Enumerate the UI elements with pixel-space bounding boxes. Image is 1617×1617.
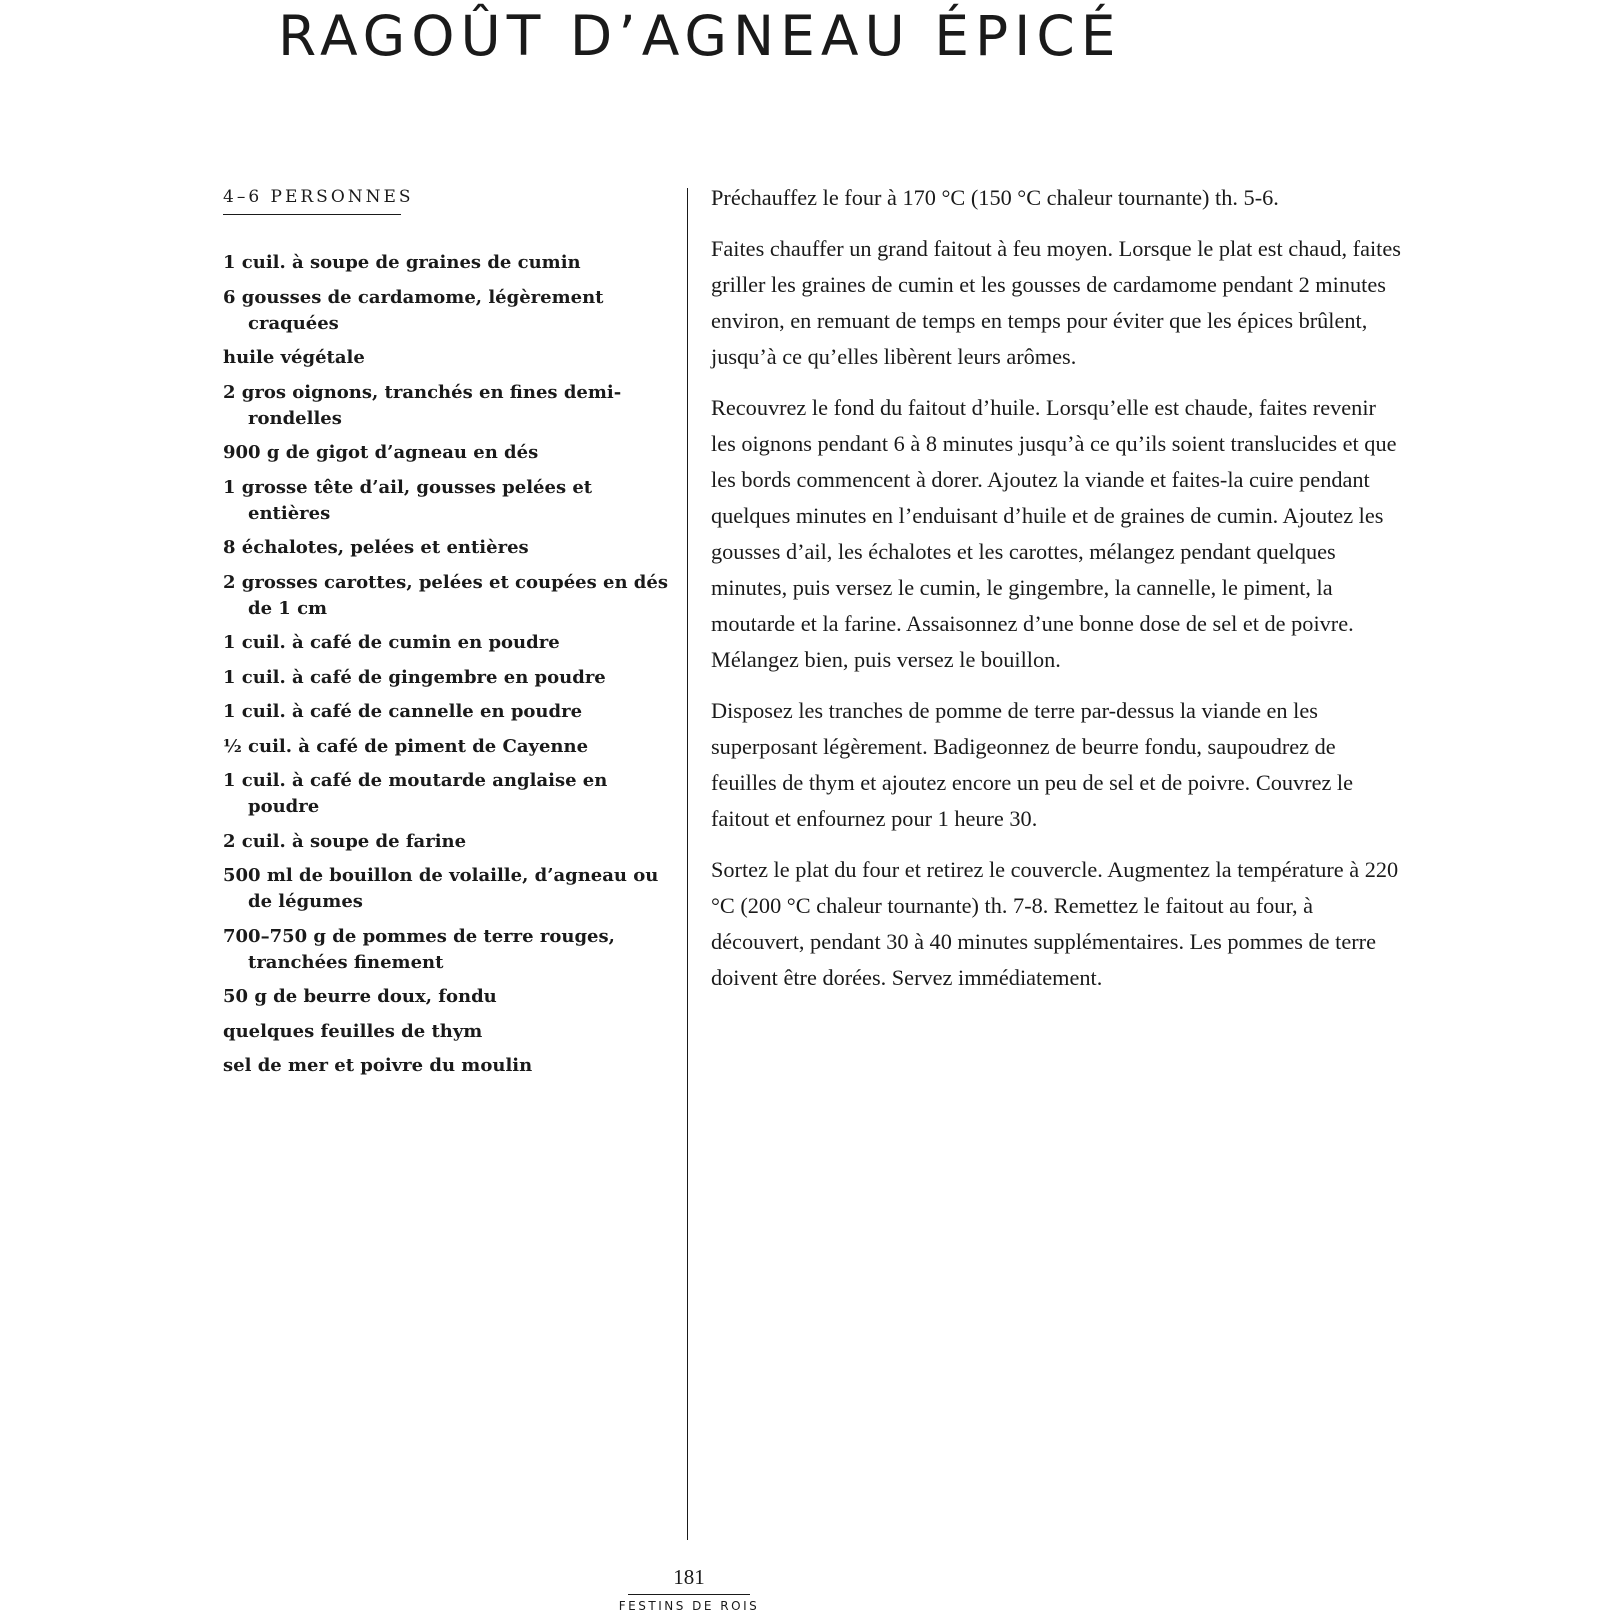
- column-divider: [687, 188, 688, 1540]
- ingredient-item: sel de mer et poivre du moulin: [223, 1055, 533, 1076]
- ingredient-item: 2 gros oignons, tranchés en fines demi-rondelles: [223, 381, 622, 429]
- ingredient-item: 700–750 g de pommes de terre rouges, tranchées finement: [223, 925, 615, 973]
- page-number: 181: [628, 1562, 750, 1595]
- instruction-paragraph: Faites chauffer un grand faitout à feu moyen. Lorsque le plat est chaud, faites griller les graines de cumin et les gousses de cardamome pendant 2 minutes environ, en remuant de temps en temps pour éviter que les épices brûlent, jusqu’à ce qu’elles libèrent leurs arômes.: [711, 236, 1401, 369]
- ingredient-item: 8 échalotes, pelées et entières: [223, 537, 529, 558]
- ingredient-item: 1 cuil. à soupe de graines de cumin: [223, 252, 581, 273]
- ingredient-item: 2 grosses carottes, pelées et coupées en dés de 1 cm: [223, 571, 668, 619]
- ingredient-item: 50 g de beurre doux, fondu: [223, 986, 497, 1007]
- ingredient-item: 6 gousses de cardamome, légèrement craquées: [223, 286, 604, 334]
- instruction-paragraph: Disposez les tranches de pomme de terre par-dessus la viande en les superposant légèrement. Badigeonnez de beurre fondu, saupoudrez de feuilles de thym et ajoutez encore un peu de sel et de poivre. Couvrez le faitout et enfournez pour 1 heure 30.: [711, 698, 1354, 831]
- instruction-paragraph: Recouvrez le fond du faitout d’huile. Lorsqu’elle est chaude, faites revenir les oignons pendant 6 à 8 minutes jusqu’à ce qu’ils soient translucides et que les bords commencent à dorer. Ajoutez la viande et faites-la cuire pendant quelques minutes en l’enduisant d’huile et de graines de cumin. Ajoutez les gousses d’ail, les échalotes et les carottes, mélangez pendant quelques minutes, puis versez le cumin, le gingembre, la cannelle, le piment, la moutarde et la farine. Assaisonnez d’une bonne dose de sel et de poivre. Mélangez bien, puis versez le bouillon.: [711, 395, 1397, 672]
- ingredient-item: 500 ml de bouillon de volaille, d’agneau ou de légumes: [223, 865, 659, 912]
- ingredient-item: 900 g de gigot d’agneau en dés: [223, 442, 539, 463]
- ingredient-list: [223, 250, 673, 1088]
- servings-label: 4–6 PERSONNES: [223, 186, 401, 215]
- instruction-paragraph: Préchauffez le four à 170 °C (150 °C chaleur tournante) th. 5-6.: [711, 185, 1279, 210]
- ingredient-item: 1 cuil. à café de cannelle en poudre: [223, 701, 583, 722]
- running-footer: FESTINS DE ROIS: [618, 1599, 760, 1613]
- ingredient-item: 1 cuil. à café de moutarde anglaise en poudre: [223, 770, 608, 817]
- ingredient-item: 1 grosse tête d’ail, gousses pelées et entières: [223, 476, 593, 524]
- page-title: RAGOÛT D’AGNEAU ÉPICÉ: [278, 4, 1122, 68]
- instructions: [711, 180, 1401, 1011]
- ingredient-item: 1 cuil. à café de gingembre en poudre: [223, 666, 606, 688]
- ingredient-item: huile végétale: [223, 347, 365, 368]
- ingredient-item: quelques feuilles de thym: [223, 1020, 483, 1042]
- ingredient-item: ½ cuil. à café de piment de Cayenne: [223, 735, 589, 757]
- instruction-paragraph: Sortez le plat du four et retirez le couvercle. Augmentez la température à 220 °C (200 °C chaleur tournante) th. 7-8. Remettez le faitout au four, à découvert, pendant 30 à 40 minutes supplémentaires. Les pommes de terre doivent être dorées. Servez immédiatement.: [711, 857, 1399, 990]
- ingredient-item: 2 cuil. à soupe de farine: [223, 830, 467, 852]
- ingredient-item: 1 cuil. à café de cumin en poudre: [223, 632, 560, 653]
